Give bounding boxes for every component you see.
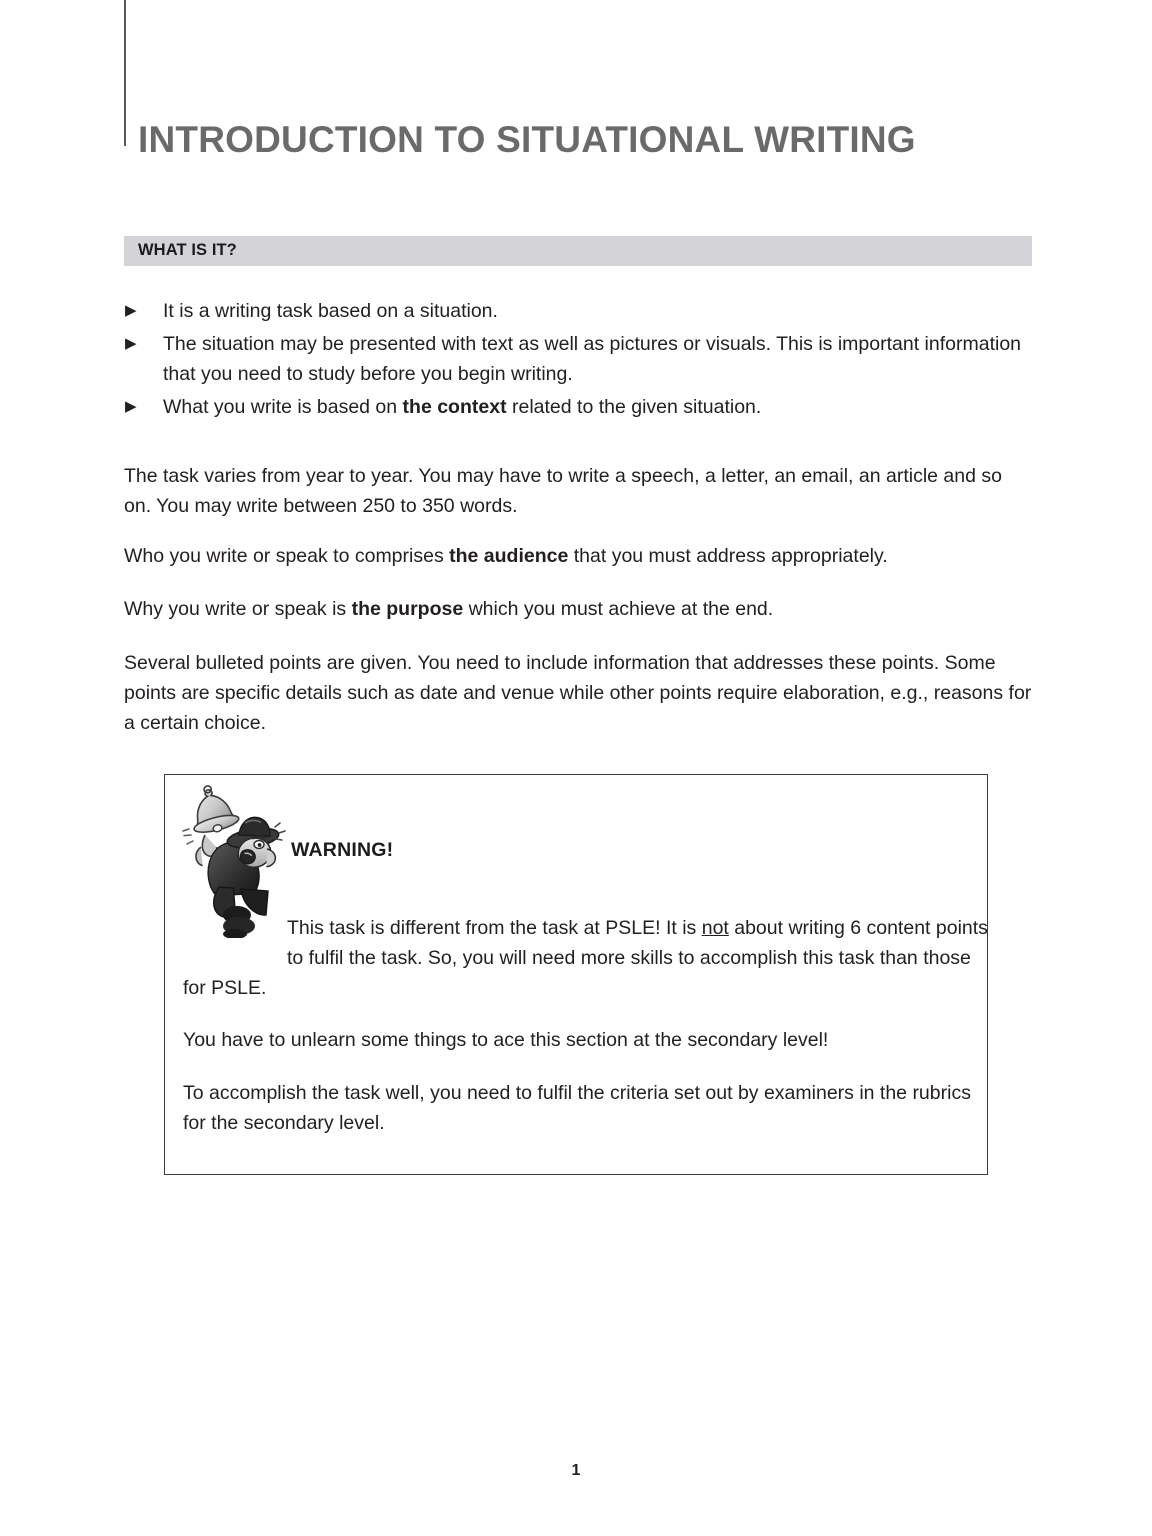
section-header-bar [124, 236, 1032, 266]
list-item [124, 296, 1049, 326]
paragraph-bulleted-points: Several bulleted points are given. You need to include information that addresses these points. Some points are specific details such as date and venue while other points require elaboration, e.g., reasons for a certain choice. [124, 651, 1032, 734]
page-title: INTRODUCTION TO SITUATIONAL WRITING [138, 118, 916, 160]
warning-heading: WARNING! [291, 839, 394, 861]
list-item-text: What you write is based on the context related to the given situation. [163, 396, 762, 418]
list-item-text: It is a writing task based on a situation. [163, 300, 498, 322]
paragraph-audience: Who you write or speak to comprises the audience that you must address appropriately. [124, 544, 888, 567]
warning-paragraph-2: You have to unlearn some things to ace this section at the secondary level! [183, 1028, 829, 1051]
warning-paragraph-3: To accomplish the task well, you need to fulfil the criteria set out by examiners in the rubrics for the secondary level. [183, 1081, 971, 1134]
paragraph-purpose: Why you write or speak is the purpose which you must achieve at the end. [124, 597, 774, 620]
list-item-text: The situation may be presented with text as well as pictures or visuals. This is important information that you need to study before you begin writing. [163, 333, 1022, 385]
paragraph-task-varies: The task varies from year to year. You may have to write a speech, a letter, an email, an article and so on. You may write between 250 to 350 words. [124, 464, 1002, 517]
triangle-bullet-icon: ▶ [125, 398, 137, 415]
warning-paragraph-1: This task is different from the task at PSLE! It is not about writing 6 content points to fulfil the task. So, you will need more skills to accomplish this task than those for PSLE. [183, 916, 988, 999]
what-is-it-bullet-list [124, 296, 1049, 425]
title-accent-rule [124, 0, 126, 146]
list-item [124, 329, 1049, 389]
list-item [124, 392, 1049, 422]
triangle-bullet-icon: ▶ [125, 335, 137, 352]
warning-callout-box [164, 774, 988, 1175]
section-header-label: WHAT IS IT? [138, 241, 237, 259]
page-number: 1 [571, 1462, 581, 1479]
triangle-bullet-icon: ▶ [125, 302, 137, 319]
